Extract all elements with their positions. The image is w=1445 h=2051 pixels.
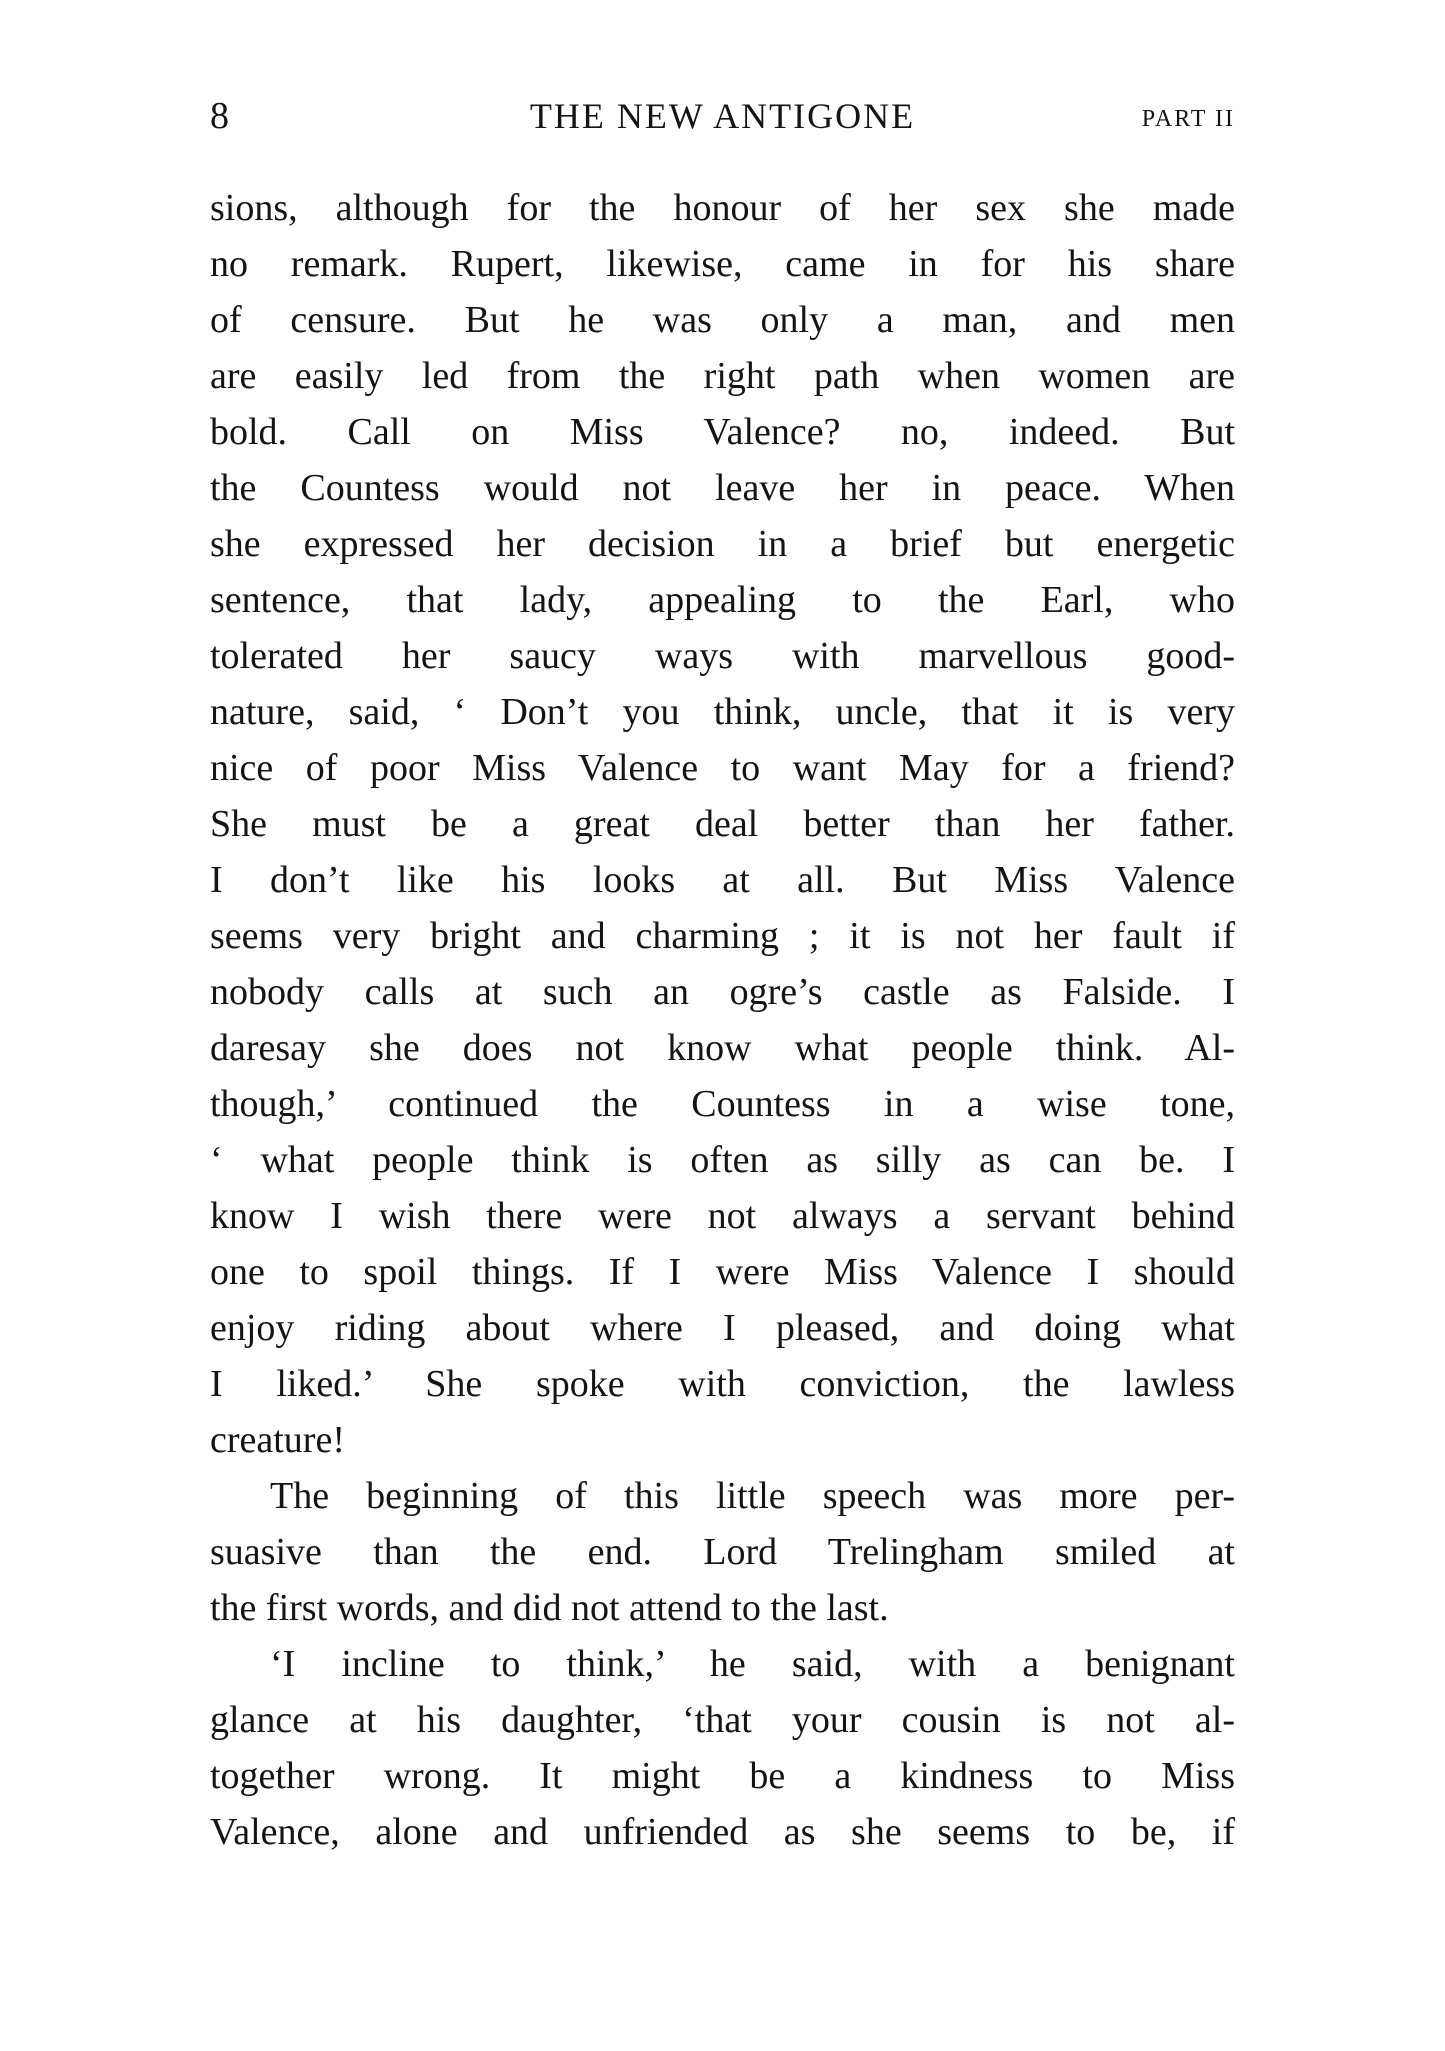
text-line: seems very bright and charming ; it is not her fault if (210, 915, 1235, 957)
paragraph (210, 180, 1235, 1468)
text-line: of censure. But he was only a man, and men (210, 299, 1235, 341)
text-line: Valence, alone and unfriended as she seems to be, if (210, 1811, 1235, 1853)
text-line: one to spoil things. If I were Miss Valence I should (210, 1251, 1235, 1293)
text-line: though,’ continued the Countess in a wise tone, (210, 1083, 1235, 1125)
text-line: I liked.’ She spoke with conviction, the lawless (210, 1363, 1235, 1405)
text-line: together wrong. It might be a kindness to Miss (210, 1755, 1235, 1797)
running-head (210, 88, 1235, 144)
text-line: suasive than the end. Lord Trelingham smiled at (210, 1531, 1235, 1573)
text-line: know I wish there were not always a servant behind (210, 1195, 1235, 1237)
text-line: I don’t like his looks at all. But Miss Valence (210, 859, 1235, 901)
text-line: sions, although for the honour of her sex she made (210, 187, 1235, 229)
text-line: sentence, that lady, appealing to the Earl, who (210, 579, 1235, 621)
text-line: bold. Call on Miss Valence? no, indeed. But (210, 411, 1235, 453)
text-line: nice of poor Miss Valence to want May for a friend? (210, 747, 1235, 789)
text-line: daresay she does not know what people think. Al- (210, 1027, 1235, 1069)
page-number: 8 (210, 95, 229, 137)
text-line: tolerated her saucy ways with marvellous good- (210, 635, 1235, 677)
text-line: the Countess would not leave her in peace. When (210, 467, 1235, 509)
text-line: She must be a great deal better than her father. (210, 803, 1235, 845)
text-line: The beginning of this little speech was more per- (270, 1475, 1235, 1517)
paragraph (210, 1636, 1235, 1860)
text-line: the first words, and did not attend to the last. (210, 1587, 889, 1629)
paragraph (210, 1468, 1235, 1636)
text-line: enjoy riding about where I pleased, and doing what (210, 1307, 1235, 1349)
text-line: no remark. Rupert, likewise, came in for his share (210, 243, 1235, 285)
text-line: nature, said, ‘ Don’t you think, uncle, that it is very (210, 691, 1235, 733)
text-line: are easily led from the right path when women are (210, 355, 1235, 397)
part-label: PART II (1141, 106, 1235, 132)
running-title: THE NEW ANTIGONE (529, 96, 916, 136)
text-line: glance at his daughter, ‘that your cousin is not al- (210, 1699, 1235, 1741)
text-line: she expressed her decision in a brief but energetic (210, 523, 1235, 565)
text-line: ‘ what people think is often as silly as can be. I (210, 1139, 1235, 1181)
text-line: ‘I incline to think,’ he said, with a benignant (270, 1643, 1235, 1685)
body-text (210, 180, 1235, 1860)
text-line: nobody calls at such an ogre’s castle as Falside. I (210, 971, 1235, 1013)
text-line: creature! (210, 1419, 345, 1461)
